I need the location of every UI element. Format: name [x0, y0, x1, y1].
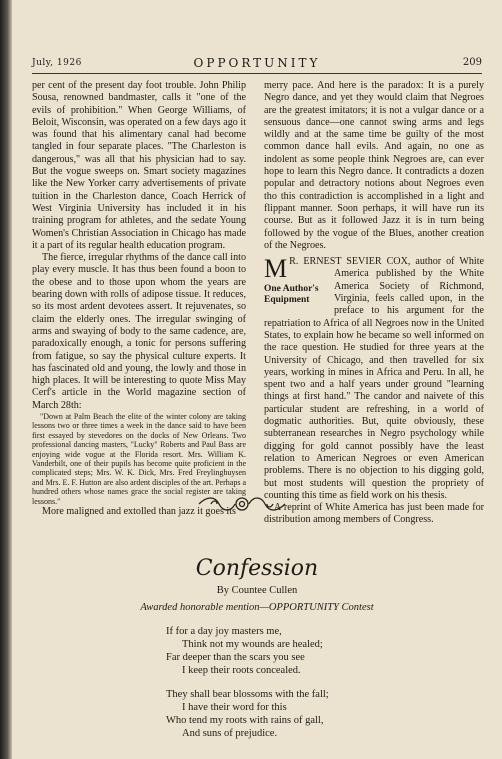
charleston-paragraph-4: merry pace. And here is the paradox: It is a purely Negro dance, and yet they would claim that Negroes are the greatest imitators; it is not a vulgar dance or a sensuous dance—one cannot swing arms and legs wildly and at the same time be guilty of the most common dance hall evils. And again, no one as indolent as some people think Negroes are, can ever hope to learn this Negro dance. It contradicts a dozen popular and detractory notions about Negroes even tho this contradiction is accomplished in a light and flippant manner. Soon perhaps, it will have run its course. But as it followed Jazz it is in turn being followed by the vogue of the Blues, another creation of the Negroes.: [264, 80, 484, 251]
poem-byline: By Countee Cullen: [216, 585, 298, 596]
poem-line: They shall bear blossoms with the fall;: [166, 689, 329, 700]
poem-line: I keep their roots concealed.: [182, 665, 301, 677]
poem-award-note: Awarded honorable mention—OPPORTUNITY Contest: [140, 602, 374, 613]
poem-line: Think not my wounds are healed;: [182, 639, 323, 651]
left-column: [32, 80, 246, 518]
poem-line: If for a day joy masters me,: [166, 626, 282, 637]
poem-line: Far deeper than the scars you see: [166, 652, 305, 664]
poem-line: I have their word for this: [182, 702, 287, 714]
page-gutter: [0, 0, 12, 759]
decorative-ornament: [197, 492, 287, 516]
poem-line: Who tend my roots with rains of gall,: [166, 715, 324, 727]
charleston-paragraph-2: The fierce, irregular rhythms of the dance call into play every muscle. It has thus been found a boon to the obese and to those upon whom the years are bearing down with rolls of adipose tissue. It reduces, so its most ardent devotees assert. It rejuvenates, so claim the elderly ones. The irregular swinging of arms and swaying of body to the same cadence, are, paradoxically enough, a tonic for persons suffering from fatigue, so say the physical culture experts. It has fascinated old and young, the lowly and those in high places. It will be interesting to quote Miss May Cerf's article in the World magazine section of March 28th:: [32, 252, 246, 411]
header-rule: [32, 73, 482, 74]
right-column: [264, 80, 484, 527]
poem-stanza-1: [166, 625, 323, 677]
running-header: [32, 56, 482, 72]
page-number: 209: [462, 57, 482, 68]
poem-stanza-2: [166, 688, 329, 740]
poem-line: And suns of prejudice.: [182, 728, 278, 740]
issue-date: July, 1926: [32, 58, 82, 68]
side-heading: One Author's Equipment: [264, 284, 319, 306]
poem-title: Confession: [195, 556, 319, 581]
magazine-title: OPPORTUNITY: [193, 56, 321, 70]
charleston-paragraph-1: per cent of the present day foot trouble. John Philip Sousa, renowned bandmaster, calls it "one of the evils of prohibition." When George Williams, of Beloit, Wisconsin, was operated on a few days ago it was found that his alimentary canal had become tangled in four separate places. "The Charleston is dangerous," was all that his physician had to say. But the vogue sweeps on. Smart society magazines like the New Yorker carry advertisements of private tuition in the Charleston dance, Coach Herrick of West Virginia University has included it in his training program for athletes, and the sedate Young Women's Christian Association in Chicago has made it a part of its regular health education program.: [32, 80, 246, 251]
drop-cap: M: [264, 254, 288, 284]
reprint-paragraph: A reprint of White America has just been made for distribution among members of Congress.: [264, 502, 484, 526]
palm-beach-quote: "Down at Palm Beach the elite of the winter colony are taking lessons two or three times a week in the dance said to have been first essayed by stevedores on the docks of New Orleans. Two professional dancing masters, "Lucky" Roberts and Paul Bass are enjoying wide vogue at the Florida resort. Mrs. William K. Vanderbilt, one of their pupils has become quite proficient in the complicated steps; Mrs. W. K. Dick, Mrs. Fred Freylinghuysen and Mrs. E. F. Hutton are also ardent disciples of the art. Perhaps a hundred others whose names grace the social register are taking lessons.": [32, 412, 246, 506]
charleston-paragraph-3: More maligned and extolled than jazz it goes its: [42, 506, 236, 518]
magazine-page: [12, 0, 502, 759]
cox-paragraph: R. ERNEST SEVIER COX, author of White America published by the White America Society of Richmond, Virginia, feels called upon, in the preface to his argument for the repatriation to Africa of all Negroes now in the United States, to explain how he became so well informed on the race question. He studied for three years at the University of Chicago, and then travelled for six years, working in mines in Africa and Peru. In all, he spent two and a half years under ground "learning things at first hand." The candor and naivete of this particular student are refreshing, in a world of dogmatic authorities. But, quite obviously, these subterranean researches in Negro psychology while digging for gold cannot possibly have the least relation to American Negroes or even American problems. There is no objection to his digging gold, but most students will question the propriety of counting this time as field work on his thesis.: [264, 256, 484, 501]
cox-article: [264, 256, 484, 502]
